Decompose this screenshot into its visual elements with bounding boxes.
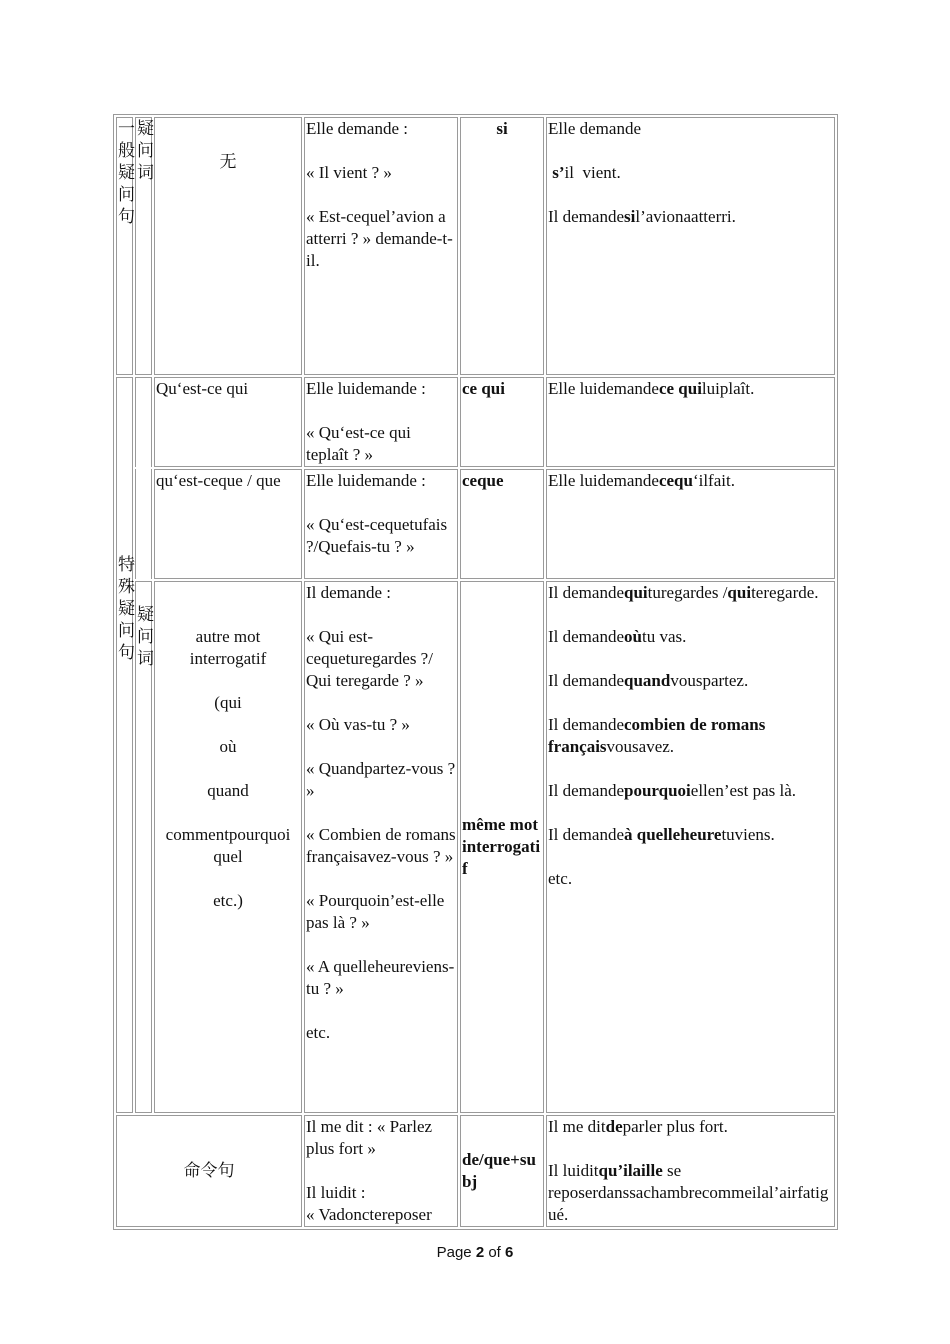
general-question-word-label: 疑 问 词 [135,117,152,375]
general-question-label: 一 般 疑 问 句 [116,117,133,375]
special-word-qui: Qu‘est-ce qui [154,377,302,467]
general-conjunction: si [460,117,544,375]
special-indirect-qui: Elle luidemandece quiluiplaît. [546,377,835,467]
imperative-indirect: Il me ditdeparler plus fort. Il luiditqu’ilaille se reposerdanssachambrecommeilal’airfatigué. [546,1115,835,1227]
of-word: of [488,1244,501,1261]
general-indirect-speech: Elle demande s’il vient. Il demandesil’avionaatterri. [546,117,835,375]
special-word-que: qu‘est-ceque / que [154,469,302,579]
general-direct-speech: Elle demande : « Il vient ? » « Est-cequel’avion a atterri ? » demande-t-il. [304,117,458,375]
reported-speech-table [113,114,838,1230]
special-question-word-label: 疑 问 词 [135,581,152,1113]
special-blank-cell [135,377,152,467]
special-question-row-other [116,581,835,1113]
page-footer [0,1244,950,1261]
general-question-word: 无 [154,117,302,375]
special-question-row-qui [116,377,835,467]
current-page-number: 2 [475,1244,485,1261]
total-pages-number: 6 [505,1244,514,1261]
special-conj-que: ceque [460,469,544,579]
imperative-row [116,1115,835,1227]
special-conj-other: même mot interrogatif [460,581,544,1113]
page-word: Page [436,1244,472,1261]
imperative-conj: de/que+subj [460,1115,544,1227]
special-blank-cell [135,469,152,579]
special-conj-qui: ce qui [460,377,544,467]
general-question-row [116,117,835,375]
imperative-label: 命令句 [116,1115,302,1227]
special-question-row-que [116,469,835,579]
special-indirect-que: Elle luidemandecequ‘ilfait. [546,469,835,579]
special-direct-qui: Elle luidemande : « Qu‘est-ce qui teplaît ? » [304,377,458,467]
special-word-other: autre mot interrogatif (qui où quand commentpourquoi quel etc.) [154,581,302,1113]
imperative-direct: Il me dit : « Parlez plus fort » Il luidit : « Vadonctereposer [304,1115,458,1227]
special-question-label: 特 殊 疑 问 句 [116,377,133,1113]
special-indirect-other: Il demandequituregardes /quiteregarde. Il demandeoùtu vas. Il demandequandvouspartez. Il demandecombien de romans françaisvousavez. Il demandepourquoiellen’est pas là. Il demandeà quelleheuretuviens. etc. [546,581,835,1113]
special-direct-other: Il demande : « Qui est-cequeturegardes ?/ Qui teregarde ? » « Où vas-tu ? » « Quandpartez-vous ? » « Combien de romans françaisavez-vous ? » « Pourquoin’est-elle pas là ? » « A quelleheureviens-tu ? » etc. [304,581,458,1113]
special-direct-que: Elle luidemande : « Qu‘est-cequetufais ?/Quefais-tu ? » [304,469,458,579]
